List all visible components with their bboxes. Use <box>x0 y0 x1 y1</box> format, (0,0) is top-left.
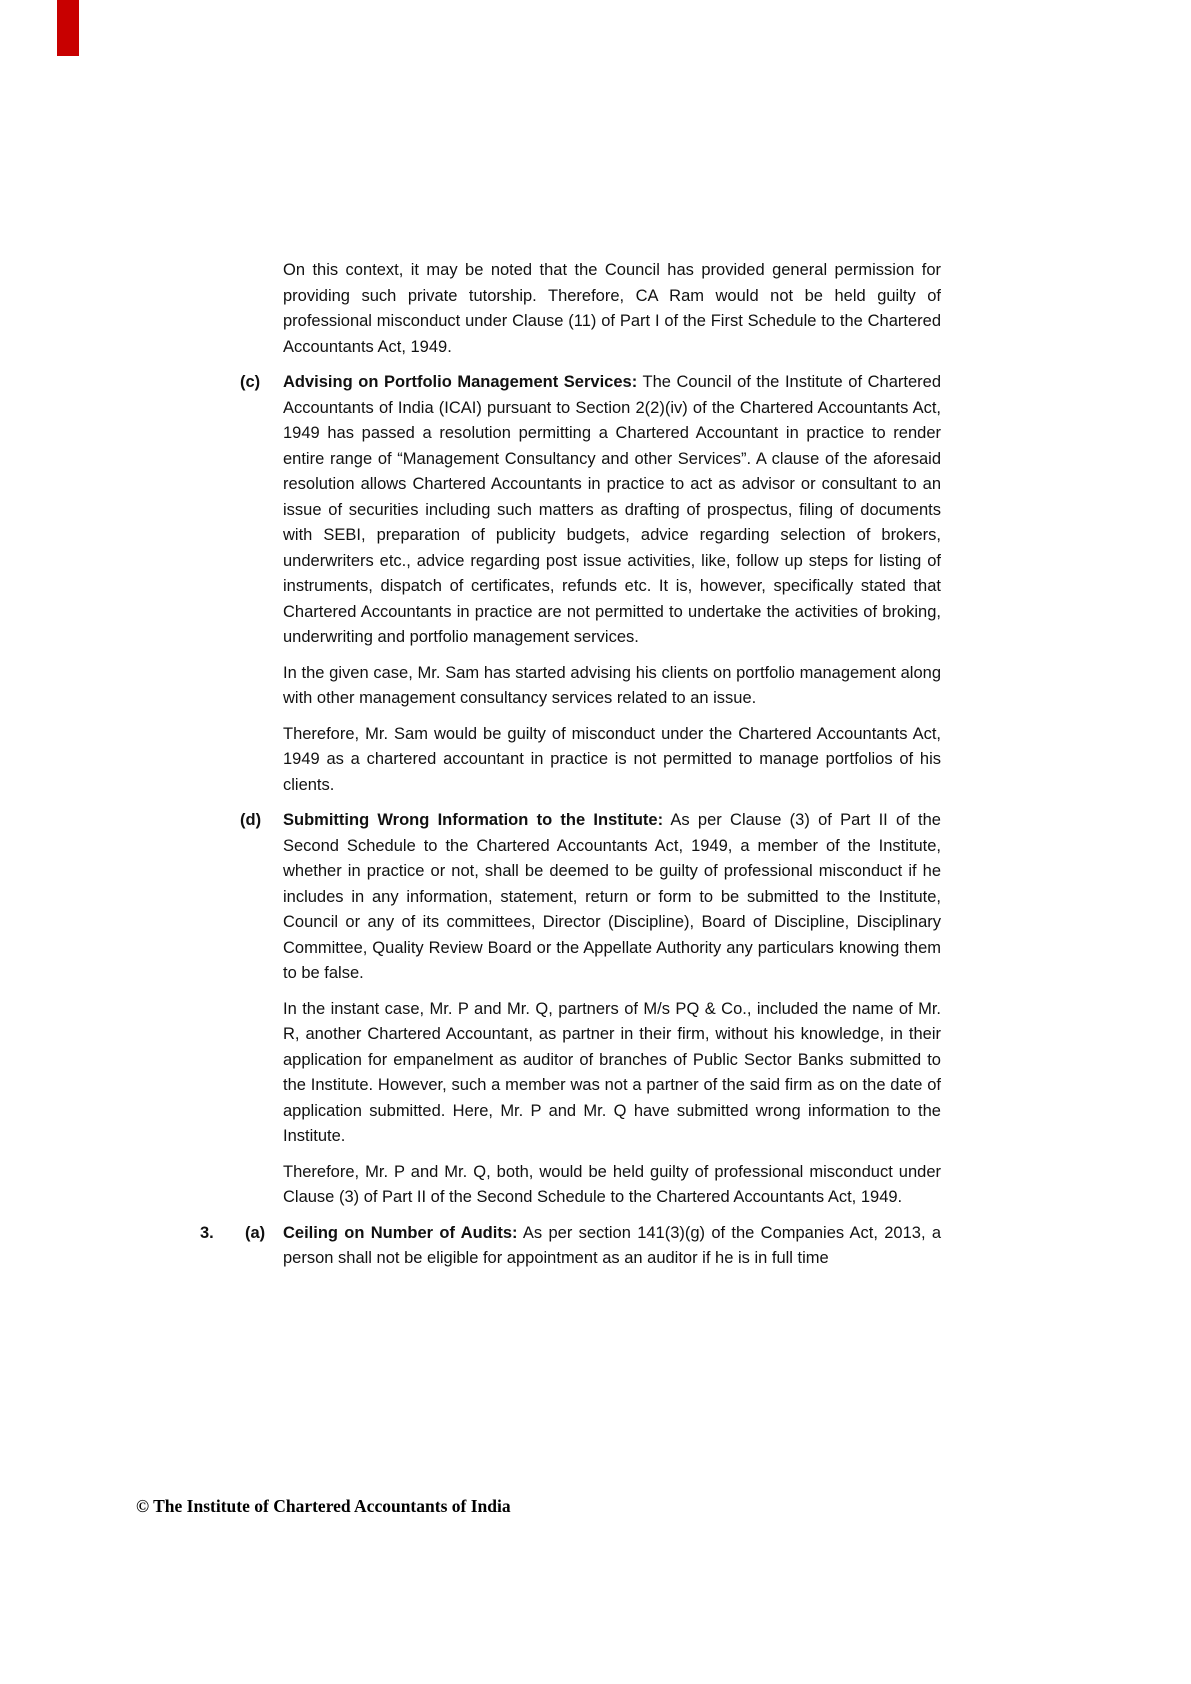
numbered-paragraph <box>200 1221 941 1272</box>
item-text <box>283 808 941 987</box>
page-footer: © The Institute of Chartered Accountants of India <box>136 1496 511 1516</box>
paragraph: Therefore, Mr. Sam would be guilty of misconduct under the Chartered Accountants Act, 1949 as a chartered accountant in practice is not permitted to manage portfolios of his clients. <box>283 724 941 794</box>
item-body-text: As per Clause (3) of Part II of the Second Schedule to the Chartered Accountants Act, 1949, a member of the Institute, whether in practice or not, shall be deemed to be guilty of professional misconduct if he includes in any information, statement, return or form to be submitted to the Institute, Council or any of its committees, Director (Discipline), Board of Discipline, Disciplinary Committee, Quality Review Board or the Appellate Authority any particulars knowing them to be false. <box>283 811 941 982</box>
paragraph: Therefore, Mr. P and Mr. Q, both, would be held guilty of professional misconduct under Clause (3) of Part II of the Second Schedule to the Chartered Accountants Act, 1949. <box>283 1162 941 1206</box>
item-body-text: As per section 141(3)(g) of the Companies Act, 2013, a person shall not be eligible for appointment as an auditor if he is in full time <box>283 1223 942 1267</box>
item-text <box>283 370 941 651</box>
item-bold-heading: Advising on Portfolio Management Services: <box>283 373 638 391</box>
labeled-paragraph <box>200 808 941 987</box>
item-label: (a) <box>245 1223 266 1242</box>
chapter-tab <box>57 0 79 56</box>
item-bold-heading: Ceiling on Number of Audits: <box>283 1223 518 1242</box>
item-bold-heading: Submitting Wrong Information to the Institute: <box>283 811 664 829</box>
item-number: 3. <box>200 1223 214 1242</box>
page-content <box>200 258 941 1282</box>
item-text <box>283 1221 941 1272</box>
item-body-text: The Council of the Institute of Chartered Accountants of India (ICAI) pursuant to Section 2(2)(iv) of the Chartered Accountants Act, 1949 has passed a resolution permitting a Chartered Accountant in practice to render entire range of “Management Consultancy and other Services”. A clause of the aforesaid resolution allows Chartered Accountants in practice to act as advisor or consultant to an issue of securities including such matters as drafting of prospectus, filing of documents with SEBI, preparation of publicity budgets, advice regarding selection of brokers, underwriters etc., advice regarding post issue activities, like, follow up steps for listing of instruments, dispatch of certificates, refunds etc. It is, however, specifically stated that Chartered Accountants in practice are not permitted to undertake the activities of broking, underwriting and portfolio management services. <box>283 373 942 646</box>
labeled-paragraph <box>200 370 941 651</box>
paragraph: In the instant case, Mr. P and Mr. Q, partners of M/s PQ & Co., included the name of Mr. R, another Chartered Accountant, as partner in their firm, without his knowledge, in their application for empanelment as auditor of branches of Public Sector Banks submitted to the Institute. However, such a member was not a partner of the said firm as on the date of application submitted. Here, Mr. P and Mr. Q have submitted wrong information to the Institute. <box>283 999 941 1145</box>
item-label: (d) <box>240 811 262 829</box>
paragraph: On this context, it may be noted that the Council has provided general permission for providing such private tutorship. Therefore, CA Ram would not be held guilty of professional misconduct under Clause (11) of Part I of the First Schedule to the Chartered Accountants Act, 1949. <box>283 261 941 356</box>
paragraph: In the given case, Mr. Sam has started advising his clients on portfolio management along with other management consultancy services related to an issue. <box>283 663 941 707</box>
item-label: (c) <box>240 373 261 391</box>
